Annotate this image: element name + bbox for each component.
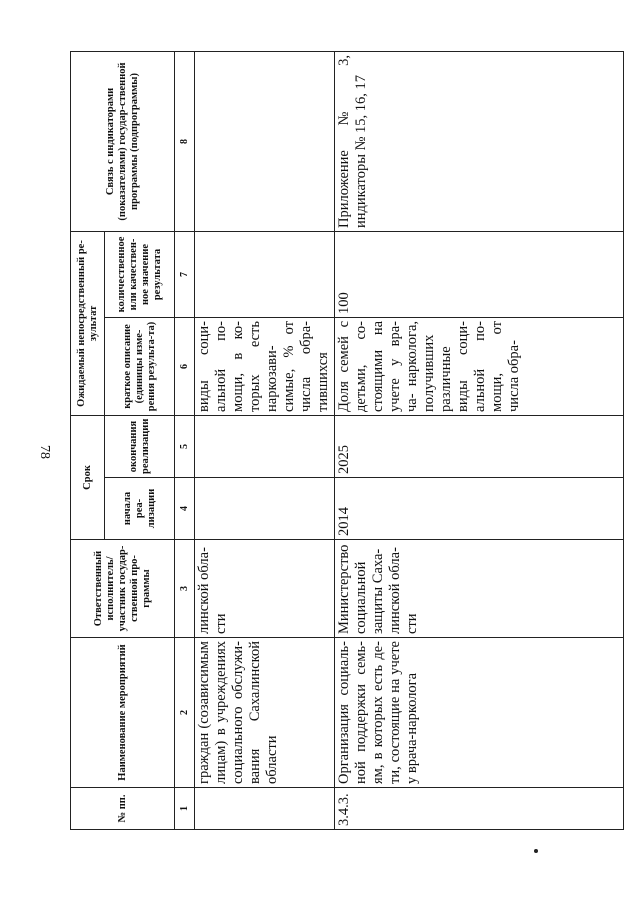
header-term-start: начала реа-лизации	[105, 478, 175, 540]
row-end	[195, 415, 335, 477]
column-number: 1	[175, 788, 195, 830]
row-indicators: Приложение № 3, индикаторы № 15, 16, 17	[335, 51, 624, 231]
header-term: Срок	[71, 415, 105, 539]
row-num: 3.4.3.	[335, 788, 624, 830]
row-value	[195, 231, 335, 317]
column-number: 5	[175, 415, 195, 477]
row-brief: виды соци-альной по-мощи, в ко-торых есть наркозави-симые, % от числа обра-тившихся	[195, 317, 335, 415]
row-name: граждан (созависимым лицам) в учреждениях социального обслужи-вания Сахалинской области	[195, 638, 335, 788]
header-result-brief: краткое описание (единицы изме-рения результа-та)	[105, 317, 175, 415]
row-brief: Доля семей с детьми, со-стоящими на учете у вра-ча- нарколога, получивших различные виды соци-альной по-мощи, от числа обра-	[335, 317, 624, 415]
column-number: 8	[175, 51, 195, 231]
row-end: 2025	[335, 415, 624, 477]
table-row	[195, 51, 335, 829]
header-term-end: окончания реализации	[105, 415, 175, 477]
page-number: 78	[37, 445, 52, 459]
header-num: № пп.	[71, 788, 175, 830]
column-numbers-row	[175, 51, 195, 829]
row-indicators	[195, 51, 335, 231]
header-executor: Ответственный исполнитель/ участник государ-ственной про-граммы	[71, 540, 175, 638]
header-name: Наименование мероприятий	[71, 638, 175, 788]
column-number: 2	[175, 638, 195, 788]
column-number: 3	[175, 540, 195, 638]
column-number: 6	[175, 317, 195, 415]
row-value: 100	[335, 231, 624, 317]
header-indicators: Связь с индикаторами (показателями) государ-ственной программы (подпрограммы)	[71, 51, 175, 231]
row-executor: линской обла-сти	[195, 540, 335, 638]
scan-dot	[534, 849, 538, 853]
program-activities-table	[70, 51, 624, 830]
header-result-value: количественное или качествен-ное значение результата	[105, 231, 175, 317]
header-result: Ожидаемый непосредственный ре-зультат	[71, 231, 105, 415]
row-executor: Министерство социальной защиты Саха-линской обла-сти	[335, 540, 624, 638]
row-num	[195, 788, 335, 830]
row-start	[195, 478, 335, 540]
table-row	[335, 51, 624, 829]
program-table-area	[70, 52, 624, 830]
row-name: Организация социаль-ной поддержки семь-ям, в которых есть де-ти, состоящие на учете у врача-нарколога	[335, 638, 624, 788]
column-number: 4	[175, 478, 195, 540]
row-start: 2014	[335, 478, 624, 540]
column-number: 7	[175, 231, 195, 317]
